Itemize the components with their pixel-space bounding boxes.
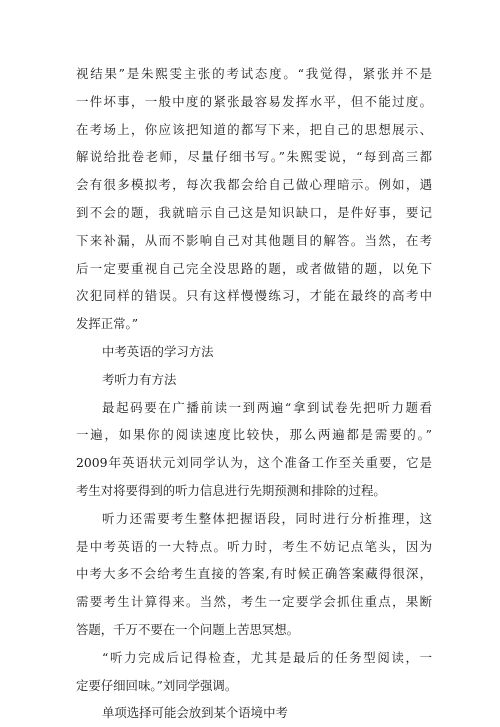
text-line: 中考大多不会给考生直接的答案,有时候正确答案藏得很深，	[76, 566, 432, 582]
text-line: 解说给批卷老师，尽量仔细书写。”朱熙雯说，“每到高三都	[76, 149, 432, 165]
text-line: 后一定要重视自己完全没思路的题，或者做错的题，以免下	[76, 260, 432, 276]
text-line: 视结果”是朱熙雯主张的考试态度。“我觉得，紧张并不是	[76, 66, 432, 81]
subsection-heading: 单项选择可能会放到某个语境中考	[102, 705, 288, 721]
text-line: 需要考生计算得来。当然，考生一定要学会抓住重点，果断	[76, 594, 432, 610]
text-line: 定要仔细回味。”刘同学强调。	[76, 677, 238, 693]
text-line: 会有很多模拟考，每次我都会给自己做心理暗示。例如，遇	[76, 177, 432, 193]
text-line: 一件坏事，一般中度的紧张最容易发挥水平，但不能过度。	[76, 93, 432, 109]
text-line: 2009年英语状元刘同学认为，这个准备工作至关重要，它是	[76, 455, 432, 471]
text-line: 到不会的题，我就暗示自己这是知识缺口，是件好事，要记	[76, 204, 432, 220]
text-line: 是中考英语的一大特点。听力时，考生不妨记点笔头，因为	[76, 538, 432, 554]
text-line: 考生对将要得到的听力信息进行先期预测和排除的过程。	[76, 482, 386, 498]
text-line: 次犯同样的错误。只有这样慢慢练习，才能在最终的高考中	[76, 288, 432, 304]
subsection-heading: 考听力有方法	[102, 371, 177, 387]
text-line: 发挥正常。”	[76, 316, 139, 332]
body-text	[76, 60, 432, 727]
text-line: “听力完成后记得检查，尤其是最后的任务型阅读，一	[102, 649, 432, 665]
text-line: 下来补漏，从而不影响自己对其他题目的解答。当然，在考	[76, 232, 432, 248]
text-line: 答题，千万不要在一个问题上苦思冥想。	[76, 621, 300, 637]
text-line: 在考场上，你应该把知道的都写下来，把自己的思想展示、	[76, 121, 432, 137]
text-line: 听力还需要考生整体把握语段，同时进行分析推理，这	[102, 510, 432, 526]
section-heading: 中考英语的学习方法	[102, 343, 214, 359]
text-line: 最起码要在广播前读一到两遍“拿到试卷先把听力题看	[102, 399, 432, 415]
text-line: 一遍，如果你的阅读速度比较快，那么两遍都是需要的。”	[76, 427, 432, 443]
